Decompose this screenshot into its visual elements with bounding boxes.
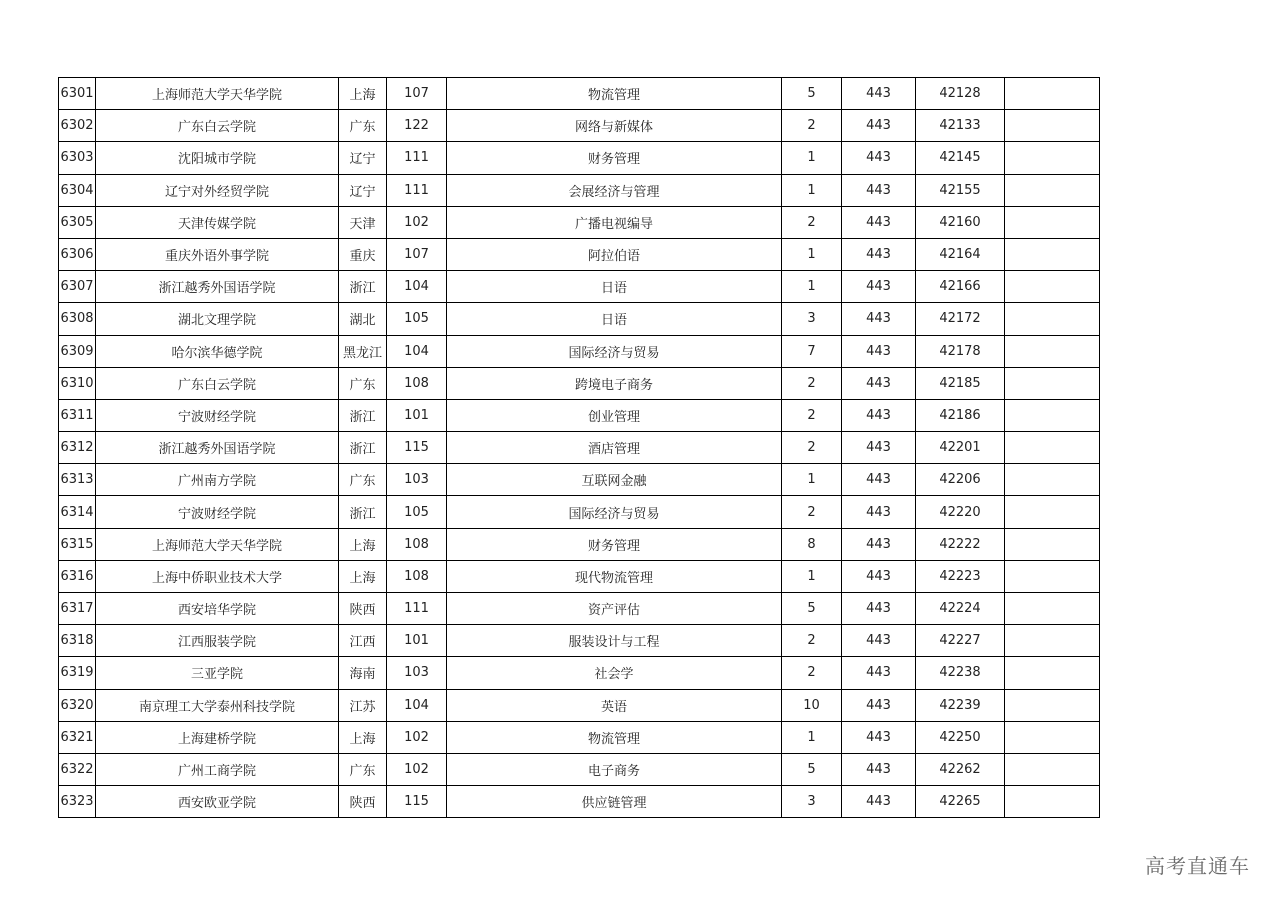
major-code-cell: 104 [387,335,447,367]
note-cell [1005,528,1100,560]
min-score-cell: 443 [842,721,916,753]
note-cell [1005,335,1100,367]
major-cell: 物流管理 [447,78,782,110]
min-score-cell: 443 [842,753,916,785]
province-cell: 重庆 [339,238,387,270]
plan-count-cell: 7 [782,335,842,367]
min-rank-cell: 42164 [916,238,1005,270]
major-code-cell: 103 [387,657,447,689]
province-cell: 陕西 [339,786,387,818]
plan-count-cell: 5 [782,78,842,110]
table-row [59,721,1100,753]
major-cell: 互联网金融 [447,464,782,496]
table-row [59,142,1100,174]
province-cell: 浙江 [339,271,387,303]
min-rank-cell: 42186 [916,399,1005,431]
plan-count-cell: 5 [782,753,842,785]
plan-count-cell: 2 [782,432,842,464]
table-row [59,464,1100,496]
province-cell: 湖北 [339,303,387,335]
plan-count-cell: 1 [782,464,842,496]
min-score-cell: 443 [842,367,916,399]
seq-cell: 6321 [59,721,96,753]
note-cell [1005,271,1100,303]
major-cell: 酒店管理 [447,432,782,464]
plan-count-cell: 3 [782,303,842,335]
school-cell: 广东白云学院 [96,110,339,142]
school-cell: 南京理工大学泰州科技学院 [96,689,339,721]
table-row [59,753,1100,785]
min-score-cell: 443 [842,432,916,464]
province-cell: 浙江 [339,496,387,528]
province-cell: 天津 [339,206,387,238]
school-cell: 天津传媒学院 [96,206,339,238]
school-cell: 上海中侨职业技术大学 [96,560,339,592]
major-code-cell: 102 [387,753,447,785]
school-cell: 三亚学院 [96,657,339,689]
min-rank-cell: 42238 [916,657,1005,689]
major-code-cell: 108 [387,560,447,592]
min-score-cell: 443 [842,238,916,270]
plan-count-cell: 10 [782,689,842,721]
major-cell: 现代物流管理 [447,560,782,592]
major-code-cell: 105 [387,303,447,335]
major-cell: 网络与新媒体 [447,110,782,142]
plan-count-cell: 1 [782,271,842,303]
min-score-cell: 443 [842,496,916,528]
table-row [59,689,1100,721]
min-score-cell: 443 [842,399,916,431]
seq-cell: 6317 [59,593,96,625]
table-row [59,625,1100,657]
table-row [59,786,1100,818]
seq-cell: 6319 [59,657,96,689]
table-row [59,399,1100,431]
table-row [59,174,1100,206]
note-cell [1005,367,1100,399]
province-cell: 江西 [339,625,387,657]
plan-count-cell: 1 [782,721,842,753]
min-rank-cell: 42160 [916,206,1005,238]
table-row [59,303,1100,335]
plan-count-cell: 2 [782,206,842,238]
table-row [59,657,1100,689]
note-cell [1005,206,1100,238]
seq-cell: 6306 [59,238,96,270]
min-score-cell: 443 [842,464,916,496]
min-score-cell: 443 [842,110,916,142]
school-cell: 西安欧亚学院 [96,786,339,818]
school-cell: 广东白云学院 [96,367,339,399]
plan-count-cell: 1 [782,238,842,270]
note-cell [1005,464,1100,496]
min-score-cell: 443 [842,335,916,367]
school-cell: 广州南方学院 [96,464,339,496]
min-rank-cell: 42155 [916,174,1005,206]
admission-table [58,77,1100,818]
major-code-cell: 115 [387,432,447,464]
province-cell: 辽宁 [339,142,387,174]
major-code-cell: 107 [387,78,447,110]
min-rank-cell: 42172 [916,303,1005,335]
major-cell: 日语 [447,303,782,335]
seq-cell: 6310 [59,367,96,399]
province-cell: 陕西 [339,593,387,625]
major-code-cell: 102 [387,721,447,753]
school-cell: 辽宁对外经贸学院 [96,174,339,206]
table-row [59,335,1100,367]
school-cell: 湖北文理学院 [96,303,339,335]
major-code-cell: 102 [387,206,447,238]
major-code-cell: 107 [387,238,447,270]
major-code-cell: 101 [387,399,447,431]
note-cell [1005,110,1100,142]
plan-count-cell: 2 [782,110,842,142]
province-cell: 上海 [339,528,387,560]
seq-cell: 6323 [59,786,96,818]
min-rank-cell: 42250 [916,721,1005,753]
seq-cell: 6301 [59,78,96,110]
min-rank-cell: 42223 [916,560,1005,592]
note-cell [1005,142,1100,174]
major-code-cell: 111 [387,174,447,206]
min-score-cell: 443 [842,560,916,592]
min-score-cell: 443 [842,142,916,174]
school-cell: 哈尔滨华德学院 [96,335,339,367]
seq-cell: 6313 [59,464,96,496]
min-rank-cell: 42239 [916,689,1005,721]
school-cell: 西安培华学院 [96,593,339,625]
seq-cell: 6320 [59,689,96,721]
seq-cell: 6315 [59,528,96,560]
note-cell [1005,432,1100,464]
min-score-cell: 443 [842,593,916,625]
note-cell [1005,753,1100,785]
province-cell: 广东 [339,464,387,496]
major-cell: 社会学 [447,657,782,689]
seq-cell: 6318 [59,625,96,657]
note-cell [1005,560,1100,592]
note-cell [1005,657,1100,689]
province-cell: 上海 [339,560,387,592]
major-code-cell: 111 [387,593,447,625]
province-cell: 广东 [339,367,387,399]
note-cell [1005,625,1100,657]
plan-count-cell: 1 [782,142,842,174]
province-cell: 辽宁 [339,174,387,206]
min-score-cell: 443 [842,174,916,206]
note-cell [1005,399,1100,431]
table-row [59,271,1100,303]
major-code-cell: 104 [387,689,447,721]
plan-count-cell: 2 [782,496,842,528]
table-row [59,560,1100,592]
plan-count-cell: 5 [782,593,842,625]
province-cell: 上海 [339,721,387,753]
min-rank-cell: 42265 [916,786,1005,818]
note-cell [1005,593,1100,625]
min-rank-cell: 42166 [916,271,1005,303]
min-rank-cell: 42145 [916,142,1005,174]
plan-count-cell: 8 [782,528,842,560]
school-cell: 沈阳城市学院 [96,142,339,174]
plan-count-cell: 1 [782,174,842,206]
school-cell: 广州工商学院 [96,753,339,785]
min-rank-cell: 42222 [916,528,1005,560]
school-cell: 宁波财经学院 [96,496,339,528]
province-cell: 广东 [339,110,387,142]
note-cell [1005,689,1100,721]
table-row [59,496,1100,528]
major-cell: 物流管理 [447,721,782,753]
min-score-cell: 443 [842,689,916,721]
major-cell: 国际经济与贸易 [447,496,782,528]
table-row [59,367,1100,399]
school-cell: 江西服装学院 [96,625,339,657]
note-cell [1005,786,1100,818]
major-cell: 服装设计与工程 [447,625,782,657]
seq-cell: 6314 [59,496,96,528]
province-cell: 江苏 [339,689,387,721]
province-cell: 浙江 [339,399,387,431]
min-rank-cell: 42262 [916,753,1005,785]
seq-cell: 6311 [59,399,96,431]
min-rank-cell: 42201 [916,432,1005,464]
school-cell: 重庆外语外事学院 [96,238,339,270]
min-rank-cell: 42128 [916,78,1005,110]
note-cell [1005,174,1100,206]
seq-cell: 6307 [59,271,96,303]
min-rank-cell: 42206 [916,464,1005,496]
major-cell: 会展经济与管理 [447,174,782,206]
min-rank-cell: 42227 [916,625,1005,657]
watermark-text: 高考直通车 [1145,854,1250,878]
seq-cell: 6316 [59,560,96,592]
school-cell: 上海建桥学院 [96,721,339,753]
seq-cell: 6302 [59,110,96,142]
table-row [59,110,1100,142]
min-score-cell: 443 [842,786,916,818]
min-rank-cell: 42185 [916,367,1005,399]
province-cell: 广东 [339,753,387,785]
major-code-cell: 103 [387,464,447,496]
major-cell: 国际经济与贸易 [447,335,782,367]
school-cell: 浙江越秀外国语学院 [96,432,339,464]
note-cell [1005,496,1100,528]
min-rank-cell: 42224 [916,593,1005,625]
min-score-cell: 443 [842,303,916,335]
min-rank-cell: 42178 [916,335,1005,367]
major-cell: 创业管理 [447,399,782,431]
table-row [59,593,1100,625]
major-cell: 英语 [447,689,782,721]
school-cell: 宁波财经学院 [96,399,339,431]
major-code-cell: 101 [387,625,447,657]
table-row [59,528,1100,560]
major-cell: 日语 [447,271,782,303]
seq-cell: 6308 [59,303,96,335]
school-cell: 上海师范大学天华学院 [96,78,339,110]
seq-cell: 6309 [59,335,96,367]
major-cell: 供应链管理 [447,786,782,818]
major-cell: 电子商务 [447,753,782,785]
major-code-cell: 108 [387,367,447,399]
province-cell: 黑龙江 [339,335,387,367]
seq-cell: 6312 [59,432,96,464]
min-score-cell: 443 [842,206,916,238]
seq-cell: 6303 [59,142,96,174]
table-row [59,206,1100,238]
table-body [59,78,1100,818]
note-cell [1005,78,1100,110]
note-cell [1005,238,1100,270]
school-cell: 浙江越秀外国语学院 [96,271,339,303]
major-cell: 资产评估 [447,593,782,625]
seq-cell: 6304 [59,174,96,206]
plan-count-cell: 1 [782,560,842,592]
note-cell [1005,303,1100,335]
plan-count-cell: 3 [782,786,842,818]
major-code-cell: 105 [387,496,447,528]
major-cell: 跨境电子商务 [447,367,782,399]
min-score-cell: 443 [842,625,916,657]
note-cell [1005,721,1100,753]
min-rank-cell: 42133 [916,110,1005,142]
major-code-cell: 115 [387,786,447,818]
seq-cell: 6322 [59,753,96,785]
major-code-cell: 111 [387,142,447,174]
min-score-cell: 443 [842,271,916,303]
major-cell: 财务管理 [447,142,782,174]
table-row [59,432,1100,464]
major-cell: 阿拉伯语 [447,238,782,270]
province-cell: 上海 [339,78,387,110]
province-cell: 海南 [339,657,387,689]
plan-count-cell: 2 [782,399,842,431]
plan-count-cell: 2 [782,625,842,657]
major-code-cell: 108 [387,528,447,560]
min-score-cell: 443 [842,78,916,110]
major-code-cell: 104 [387,271,447,303]
school-cell: 上海师范大学天华学院 [96,528,339,560]
table-row [59,238,1100,270]
plan-count-cell: 2 [782,657,842,689]
major-code-cell: 122 [387,110,447,142]
plan-count-cell: 2 [782,367,842,399]
seq-cell: 6305 [59,206,96,238]
table-row [59,78,1100,110]
min-rank-cell: 42220 [916,496,1005,528]
min-score-cell: 443 [842,528,916,560]
min-score-cell: 443 [842,657,916,689]
major-cell: 财务管理 [447,528,782,560]
major-cell: 广播电视编导 [447,206,782,238]
province-cell: 浙江 [339,432,387,464]
